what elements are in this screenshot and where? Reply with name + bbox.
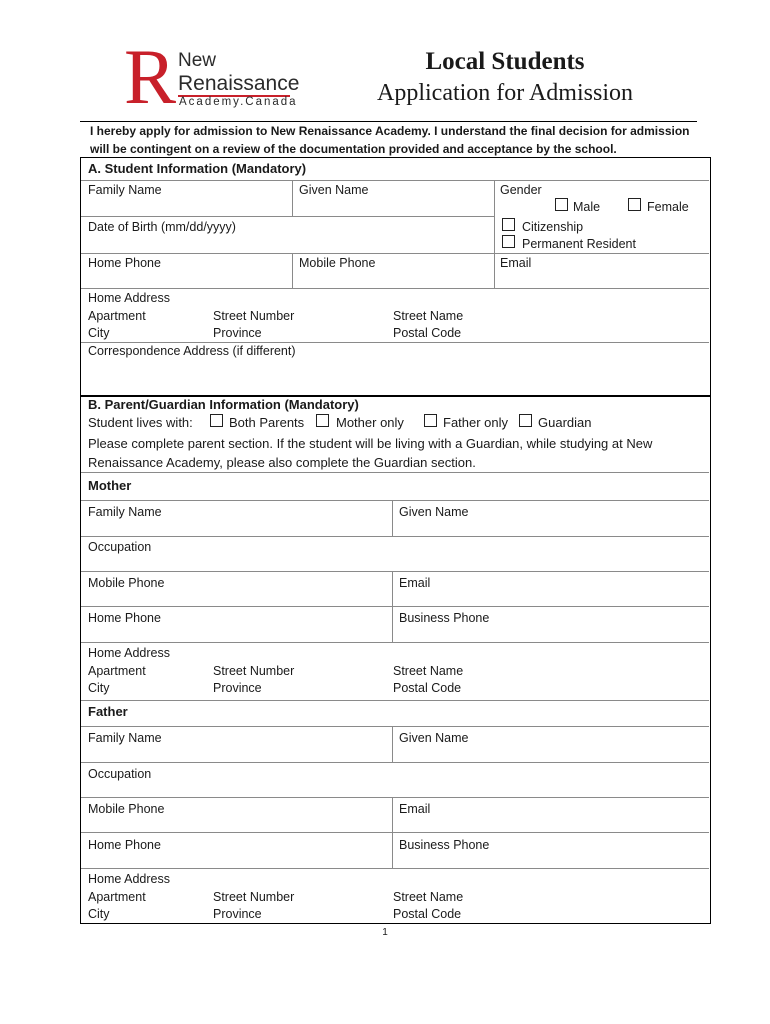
section-a-box: [80, 157, 711, 397]
mother-home-phone-label: Home Phone: [88, 611, 161, 625]
correspondence-address-label: Correspondence Address (if different): [88, 344, 296, 358]
intro-statement: I hereby apply for admission to New Renaissance Academy. I understand the final decision for admission will be contingent on a review of the documentation provided and acceptance by the school.: [90, 124, 690, 156]
both-parents-checkbox[interactable]: [210, 414, 223, 427]
guardian-checkbox[interactable]: [519, 414, 532, 427]
female-label: Female: [647, 200, 689, 214]
father-given-name-label: Given Name: [399, 731, 469, 745]
student-province-label: Province: [213, 326, 262, 340]
mother-only-checkbox[interactable]: [316, 414, 329, 427]
divider: [81, 606, 709, 607]
page-number: 1: [382, 927, 388, 938]
logo-letter: R: [124, 33, 177, 120]
student-given-name-label: Given Name: [299, 183, 369, 197]
logo-line-new: New: [178, 50, 217, 71]
father-occupation-label: Occupation: [88, 767, 152, 781]
mother-postal-code-label: Postal Code: [393, 681, 462, 695]
divider: [292, 180, 293, 216]
father-street-name-label: Street Name: [393, 890, 464, 904]
student-postal-code-label: Postal Code: [393, 326, 462, 340]
permanent-resident-checkbox[interactable]: [502, 235, 515, 248]
father-business-phone-label: Business Phone: [399, 838, 490, 852]
mother-province-label: Province: [213, 681, 262, 695]
father-home-phone-label: Home Phone: [88, 838, 161, 852]
dob-label: Date of Birth (mm/dd/yyyy): [88, 220, 236, 234]
student-street-name-label: Street Name: [393, 309, 464, 323]
divider: [81, 253, 709, 254]
mother-apartment-label: Apartment: [88, 664, 146, 678]
section-a-title: A. Student Information (Mandatory): [88, 161, 307, 176]
citizenship-label: Citizenship: [522, 220, 584, 234]
divider: [81, 797, 709, 798]
student-city-label: City: [88, 326, 110, 340]
divider: [81, 500, 709, 501]
mother-email-label: Email: [399, 576, 431, 590]
divider: [81, 642, 709, 643]
mother-family-name-label: Family Name: [88, 505, 162, 519]
divider: [81, 536, 709, 537]
father-postal-code-label: Postal Code: [393, 907, 462, 921]
citizenship-checkbox[interactable]: [502, 218, 515, 231]
divider: [81, 832, 709, 833]
parent-section-note: Please complete parent section. If the student will be living with a Guardian, while studying at New Renaissance Academy, please also complete the Guardian section.: [88, 436, 653, 470]
father-apartment-label: Apartment: [88, 890, 146, 904]
page-title: Local Students: [425, 48, 585, 75]
father-email-label: Email: [399, 802, 431, 816]
lives-with-label: Student lives with:: [88, 415, 193, 430]
divider: [81, 216, 494, 217]
divider: [81, 288, 709, 289]
mother-mobile-phone-label: Mobile Phone: [88, 576, 165, 590]
mother-title: Mother: [88, 478, 132, 493]
both-parents-label: Both Parents: [229, 415, 305, 430]
section-b-box: [80, 395, 711, 924]
student-home-address-label: Home Address: [88, 291, 170, 305]
mother-business-phone-label: Business Phone: [399, 611, 490, 625]
mother-given-name-label: Given Name: [399, 505, 469, 519]
mother-street-name-label: Street Name: [393, 664, 464, 678]
divider: [81, 180, 709, 181]
father-street-number-label: Street Number: [213, 890, 295, 904]
student-street-number-label: Street Number: [213, 309, 295, 323]
male-label: Male: [573, 200, 601, 214]
father-province-label: Province: [213, 907, 262, 921]
father-only-label: Father only: [443, 415, 509, 430]
guardian-label: Guardian: [538, 415, 592, 430]
divider: [81, 868, 709, 869]
divider: [81, 472, 709, 473]
logo-line-renaissance: Renaissance: [178, 72, 300, 95]
mother-occupation-label: Occupation: [88, 540, 152, 554]
divider: [392, 500, 393, 536]
mother-city-label: City: [88, 681, 110, 695]
divider: [81, 700, 709, 701]
mother-home-address-label: Home Address: [88, 646, 170, 660]
divider: [292, 253, 293, 288]
male-checkbox[interactable]: [555, 198, 568, 211]
student-home-phone-label: Home Phone: [88, 256, 161, 270]
divider: [392, 726, 393, 762]
father-title: Father: [88, 704, 128, 719]
father-home-address-label: Home Address: [88, 872, 170, 886]
divider: [494, 180, 495, 288]
mother-street-number-label: Street Number: [213, 664, 295, 678]
gender-label: Gender: [500, 183, 542, 197]
divider: [81, 571, 709, 572]
logo-line-academy: Academy.Canada: [179, 96, 298, 108]
female-checkbox[interactable]: [628, 198, 641, 211]
divider: [81, 726, 709, 727]
father-family-name-label: Family Name: [88, 731, 162, 745]
student-apartment-label: Apartment: [88, 309, 146, 323]
divider: [81, 762, 709, 763]
student-family-name-label: Family Name: [88, 183, 162, 197]
student-email-label: Email: [500, 256, 532, 270]
father-mobile-phone-label: Mobile Phone: [88, 802, 165, 816]
student-mobile-phone-label: Mobile Phone: [299, 256, 376, 270]
father-only-checkbox[interactable]: [424, 414, 437, 427]
mother-only-label: Mother only: [336, 415, 404, 430]
father-city-label: City: [88, 907, 110, 921]
page-subtitle: Application for Admission: [377, 80, 633, 106]
permanent-resident-label: Permanent Resident: [522, 237, 636, 251]
section-b-title: B. Parent/Guardian Information (Mandatory): [88, 397, 359, 412]
